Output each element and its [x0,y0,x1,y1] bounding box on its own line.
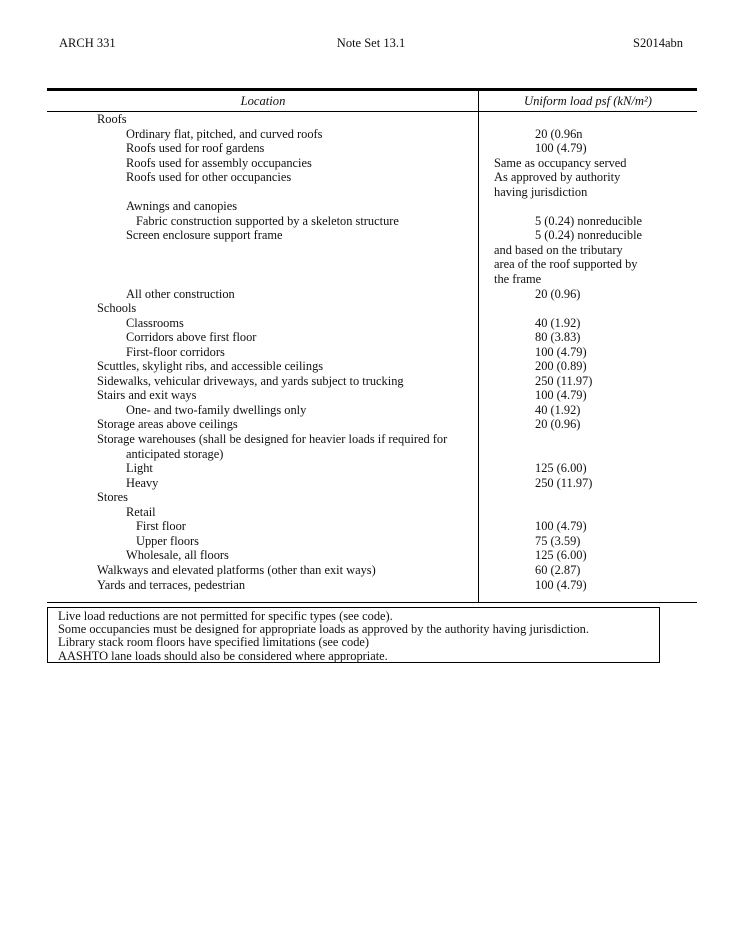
live-load-table [47,88,697,603]
table-row [47,345,697,360]
column-header-location: Location [240,93,286,108]
load-value-cell: Same as occupancy served [494,155,627,170]
load-value-cell [479,432,697,447]
table-row [47,548,697,563]
location-cell: Roofs used for other occupancies [126,170,292,185]
location-cell: Heavy [126,475,159,490]
course-code: ARCH 331 [59,36,116,50]
location-cell: Schools [97,301,137,316]
load-value-cell: 5 (0.24) nonreducible [535,228,643,243]
table-row [47,505,697,520]
load-value-cell: 5 (0.24) nonreducible [535,213,643,228]
load-value-cell: 125 (6.00) [535,548,587,563]
note-line: Library stack room floors have specified limitations (see code) [58,635,370,650]
table-row [47,156,697,171]
location-cell: Stairs and exit ways [97,388,197,403]
table-row [47,199,697,214]
note-line: Live load reductions are not permitted for specific types (see code). [58,609,393,623]
location-cell: Wholesale, all floors [126,548,229,563]
location-cell: Corridors above first floor [126,330,257,345]
load-value-cell [479,505,697,520]
table-row [47,287,697,302]
location-cell: Light [126,461,153,476]
load-value-cell: 80 (3.83) [535,330,581,345]
load-value-cell: the frame [494,272,542,287]
location-cell: First-floor corridors [126,344,225,359]
load-value-cell: 40 (1.92) [535,315,581,330]
table-row [47,243,697,258]
location-cell: Sidewalks, vehicular driveways, and yards subject to trucking [97,373,404,388]
table-row [47,257,697,272]
note-line: Some occupancies must be designed for appropriate loads as approved by the authority having jurisdiction. [58,622,589,637]
table-row [47,447,697,462]
table-row [47,534,697,549]
load-value-cell: 20 (0.96n [535,126,583,141]
table-row [47,330,697,345]
location-cell: Scuttles, skylight ribs, and accessible ceilings [97,359,324,374]
table-body [47,112,697,592]
table-row [47,214,697,229]
table-row [47,403,697,418]
note-line: AASHTO lane loads should also be considered where appropriate. [58,648,388,663]
load-value-cell: area of the roof supported by [494,257,638,272]
location-cell: Retail [126,504,156,519]
table-row [47,461,697,476]
location-cell: Roofs used for roof gardens [126,141,265,156]
load-value-cell [479,490,697,505]
load-value-cell [479,199,697,214]
load-value-cell: 250 (11.97) [535,373,593,388]
location-cell: Fabric construction supported by a skeleton structure [136,213,399,228]
notes-box [47,607,660,663]
table-row [47,374,697,389]
load-value-cell: 100 (4.79) [535,519,587,534]
location-cell: Upper floors [136,533,199,548]
table-row [47,127,697,142]
column-divider [478,91,479,602]
location-cell: Ordinary flat, pitched, and curved roofs [126,126,323,141]
page-header [0,36,742,52]
table-header-row [47,91,697,112]
location-cell: Roofs used for assembly occupancies [126,155,312,170]
load-value-cell: and based on the tributary [494,242,623,257]
location-cell: Walkways and elevated platforms (other than exit ways) [97,562,376,577]
location-cell: Stores [97,490,128,505]
location-cell: Storage areas above ceilings [97,417,238,432]
column-header-load: Uniform load psf (kN/m²) [524,93,652,108]
load-value-cell: 75 (3.59) [535,533,581,548]
location-cell: All other construction [126,286,235,301]
note-set-title: Note Set 13.1 [336,36,406,50]
load-value-cell: 100 (4.79) [535,577,587,592]
location-cell [47,185,479,200]
load-value-cell: 40 (1.92) [535,402,581,417]
load-value-cell [479,112,697,127]
location-cell [47,257,479,272]
table-row [47,578,697,593]
table-row [47,170,697,185]
location-cell: Awnings and canopies [126,199,238,214]
location-cell [47,243,479,258]
load-value-cell [479,301,697,316]
table-row [47,228,697,243]
load-value-cell: As approved by authority [494,170,621,185]
location-cell: Storage warehouses (shall be designed for heavier loads if required for [97,432,448,447]
location-cell: Classrooms [126,315,184,330]
table-row [47,519,697,534]
table-row [47,359,697,374]
location-cell: First floor [136,519,186,534]
term-code: S2014abn [633,36,683,50]
load-value-cell: 200 (0.89) [535,359,587,374]
location-cell: anticipated storage) [126,446,224,461]
location-cell [47,272,479,287]
location-cell: One- and two-family dwellings only [126,402,307,417]
load-value-cell: 100 (4.79) [535,388,587,403]
load-value-cell: 100 (4.79) [535,141,587,156]
table-row [47,563,697,578]
table-row [47,490,697,505]
table-row [47,432,697,447]
load-value-cell [479,447,697,462]
table-row [47,185,697,200]
load-value-cell: having jurisdiction [494,184,588,199]
load-value-cell: 100 (4.79) [535,344,587,359]
table-row [47,417,697,432]
table-row [47,388,697,403]
load-value-cell: 20 (0.96) [535,286,581,301]
table-row [47,272,697,287]
load-value-cell: 250 (11.97) [535,475,593,490]
load-value-cell: 125 (6.00) [535,461,587,476]
location-cell: Screen enclosure support frame [126,228,283,243]
table-row [47,316,697,331]
location-cell: Yards and terraces, pedestrian [97,577,246,592]
table-row [47,112,697,127]
load-value-cell: 60 (2.87) [535,562,581,577]
location-cell: Roofs [97,112,127,126]
table-row [47,476,697,491]
table-row [47,141,697,156]
load-value-cell: 20 (0.96) [535,417,581,432]
table-row [47,301,697,316]
